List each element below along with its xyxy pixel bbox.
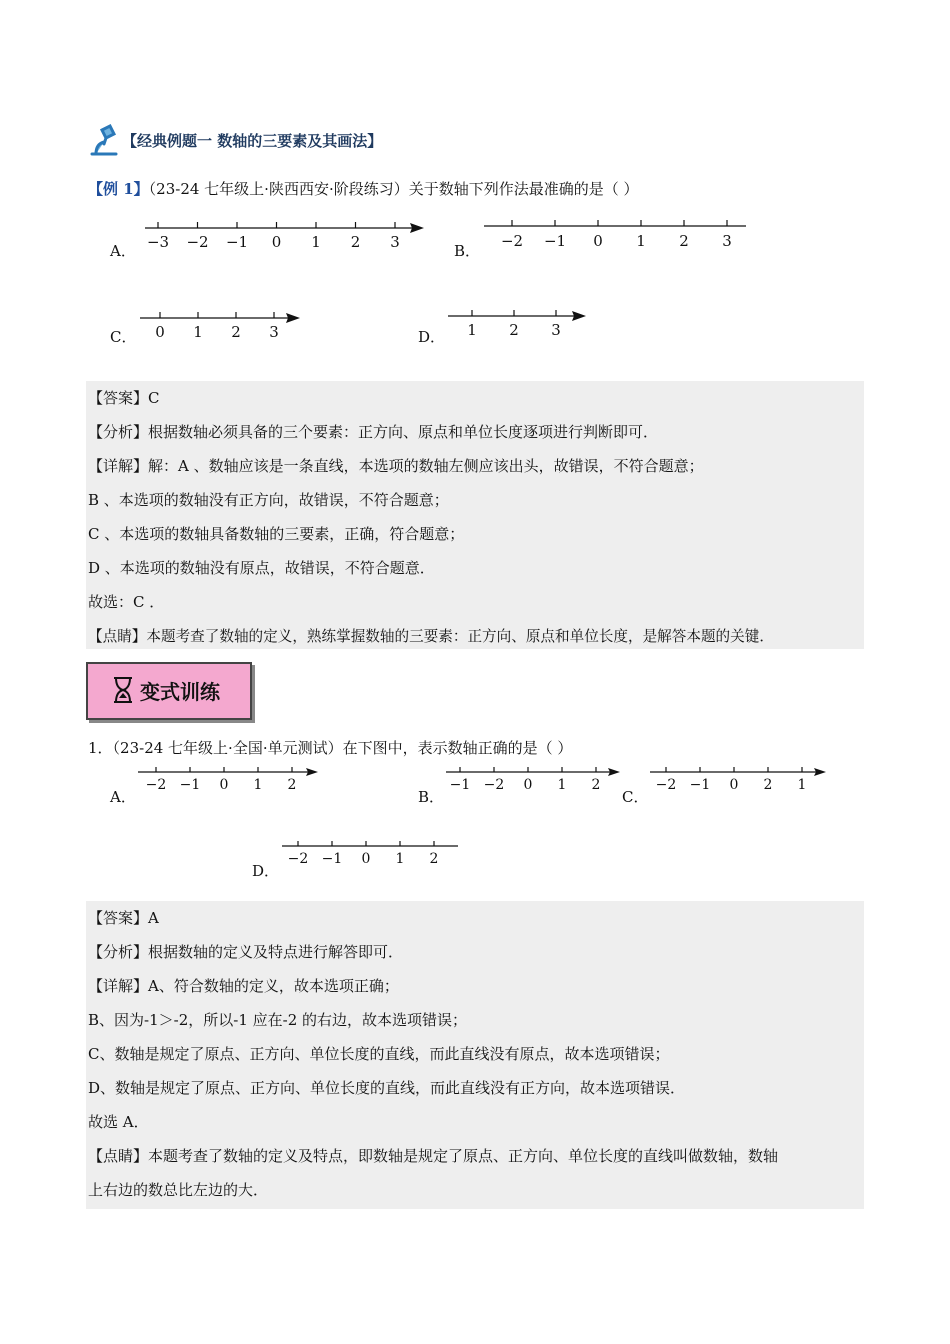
q1-option-b-label: B． xyxy=(418,788,445,806)
tick-label: 1 xyxy=(253,777,263,793)
explanation-line: 【详解】A、符合数轴的定义，故本选项正确； xyxy=(88,977,399,995)
tick-label: 0 xyxy=(523,777,533,793)
tick-label: −2 xyxy=(186,233,209,251)
tick-label: 1 xyxy=(557,777,567,793)
ex1-option-c-label: C． xyxy=(110,328,137,346)
ex1-number-line-a xyxy=(140,216,430,256)
comment-line: 【点睛】本题考查了数轴的定义，熟练掌握数轴的三要素：正方向、原点和单位长度，是解答本题的关键． xyxy=(88,628,774,645)
hourglass-icon xyxy=(112,676,134,704)
ex1-option-a-label: A． xyxy=(110,242,136,260)
tick-label: 3 xyxy=(551,321,561,339)
ex1-number-line-c xyxy=(138,306,306,346)
section-title: 【经典例题一 数轴的三要素及其画法】 xyxy=(122,132,383,150)
tick-label: 1 xyxy=(193,323,203,341)
tick-label: 2 xyxy=(429,851,439,867)
tick-label: 2 xyxy=(509,321,519,339)
answer-box-2 xyxy=(86,901,864,1209)
tick-label: 3 xyxy=(390,233,400,251)
choice-line: 故选：C ． xyxy=(88,593,165,611)
explanation-line: B、因为-1＞-2，所以-1 应在-2 的右边，故本选项错误； xyxy=(88,1011,468,1029)
tick-label: −3 xyxy=(146,233,170,251)
tick-label: −1 xyxy=(689,777,711,793)
tick-label: 2 xyxy=(679,232,689,250)
tick-label: 1 xyxy=(395,851,405,867)
example-tag: 【例 1】 xyxy=(88,180,149,198)
tick-label: 0 xyxy=(729,777,739,793)
tick-label: 1 xyxy=(797,777,807,793)
answer-line: 【答案】A xyxy=(88,909,159,927)
explanation-line: D 、本选项的数轴没有原点，故错误，不符合题意． xyxy=(88,559,435,577)
explanation-line: C、数轴是规定了原点、正方向、单位长度的直线，而此直线没有原点，故本选项错误； xyxy=(88,1045,670,1063)
q1-option-a-label: A． xyxy=(110,788,136,806)
tick-label: 2 xyxy=(231,323,241,341)
q1-number-line-d xyxy=(282,836,462,872)
tick-label: −2 xyxy=(655,777,677,793)
microscope-icon xyxy=(88,122,122,158)
tick-label: −2 xyxy=(145,777,167,793)
example-1-question xyxy=(88,178,639,199)
q1-number-line-b xyxy=(446,762,626,798)
analysis-line: 【分析】根据数轴的定义及特点进行解答即可． xyxy=(88,943,404,961)
tick-label: 1 xyxy=(467,321,477,339)
tick-label: −1 xyxy=(321,851,343,867)
question-1-text: 1．（23-24 七年级上·全国·单元测试）在下图中，表示数轴正确的是（ ） xyxy=(88,739,573,757)
tick-label: −2 xyxy=(483,777,505,793)
q1-number-line-c xyxy=(650,762,830,798)
tick-label: 1 xyxy=(636,232,646,250)
explanation-line: B 、本选项的数轴没有正方向，故错误，不符合题意； xyxy=(88,491,449,509)
tick-label: 0 xyxy=(361,851,371,867)
tick-label: 3 xyxy=(269,323,279,341)
tick-label: 2 xyxy=(591,777,601,793)
explanation-line: 【详解】解：A 、数轴应该是一条直线，本选项的数轴左侧应该出头，故错误，不符合题意； xyxy=(88,457,704,475)
tick-label: 0 xyxy=(593,232,603,250)
tick-label: 1 xyxy=(311,233,321,251)
ex1-option-d-label: D． xyxy=(418,328,446,346)
choice-line: 故选 A． xyxy=(88,1113,149,1131)
answer-line: 【答案】C xyxy=(88,389,160,407)
tick-label: 0 xyxy=(219,777,229,793)
tick-label: −2 xyxy=(500,232,524,250)
q1-number-line-a xyxy=(138,762,324,798)
tick-label: −1 xyxy=(179,777,201,793)
comment-line: 上右边的数总比左边的大． xyxy=(88,1181,269,1199)
tick-label: 2 xyxy=(763,777,773,793)
answer-box-1 xyxy=(86,381,864,649)
tick-label: 2 xyxy=(350,233,361,251)
tick-label: 0 xyxy=(155,323,165,341)
ex1-option-b-label: B． xyxy=(454,242,481,260)
q1-option-d-label: D． xyxy=(252,862,280,880)
tick-label: 0 xyxy=(271,233,282,251)
practice-banner xyxy=(86,662,252,720)
analysis-line: 【分析】根据数轴必须具备的三个要素：正方向、原点和单位长度逐项进行判断即可． xyxy=(88,423,659,441)
tick-label: −1 xyxy=(225,233,249,251)
ex1-number-line-d xyxy=(446,304,592,344)
ex1-number-line-b xyxy=(484,216,750,256)
tick-label: −2 xyxy=(287,851,309,867)
tick-label: −1 xyxy=(449,777,471,793)
q1-option-c-label: C． xyxy=(622,788,649,806)
tick-label: 3 xyxy=(722,232,732,250)
banner-title: 变式训练 xyxy=(140,680,220,704)
example-text: （23-24 七年级上·陕西西安·阶段练习）关于数轴下列作法最准确的是（ ） xyxy=(148,180,639,198)
comment-line: 【点睛】本题考查了数轴的定义及特点，即数轴是规定了原点、正方向、单位长度的直线叫做数轴，数轴 xyxy=(88,1147,779,1165)
explanation-line: C 、本选项的数轴具备数轴的三要素，正确，符合题意； xyxy=(88,525,465,543)
tick-label: 2 xyxy=(287,777,297,793)
tick-label: −1 xyxy=(543,232,567,250)
explanation-line: D、数轴是规定了原点、正方向、单位长度的直线，而此直线没有正方向，故本选项错误． xyxy=(88,1079,686,1097)
